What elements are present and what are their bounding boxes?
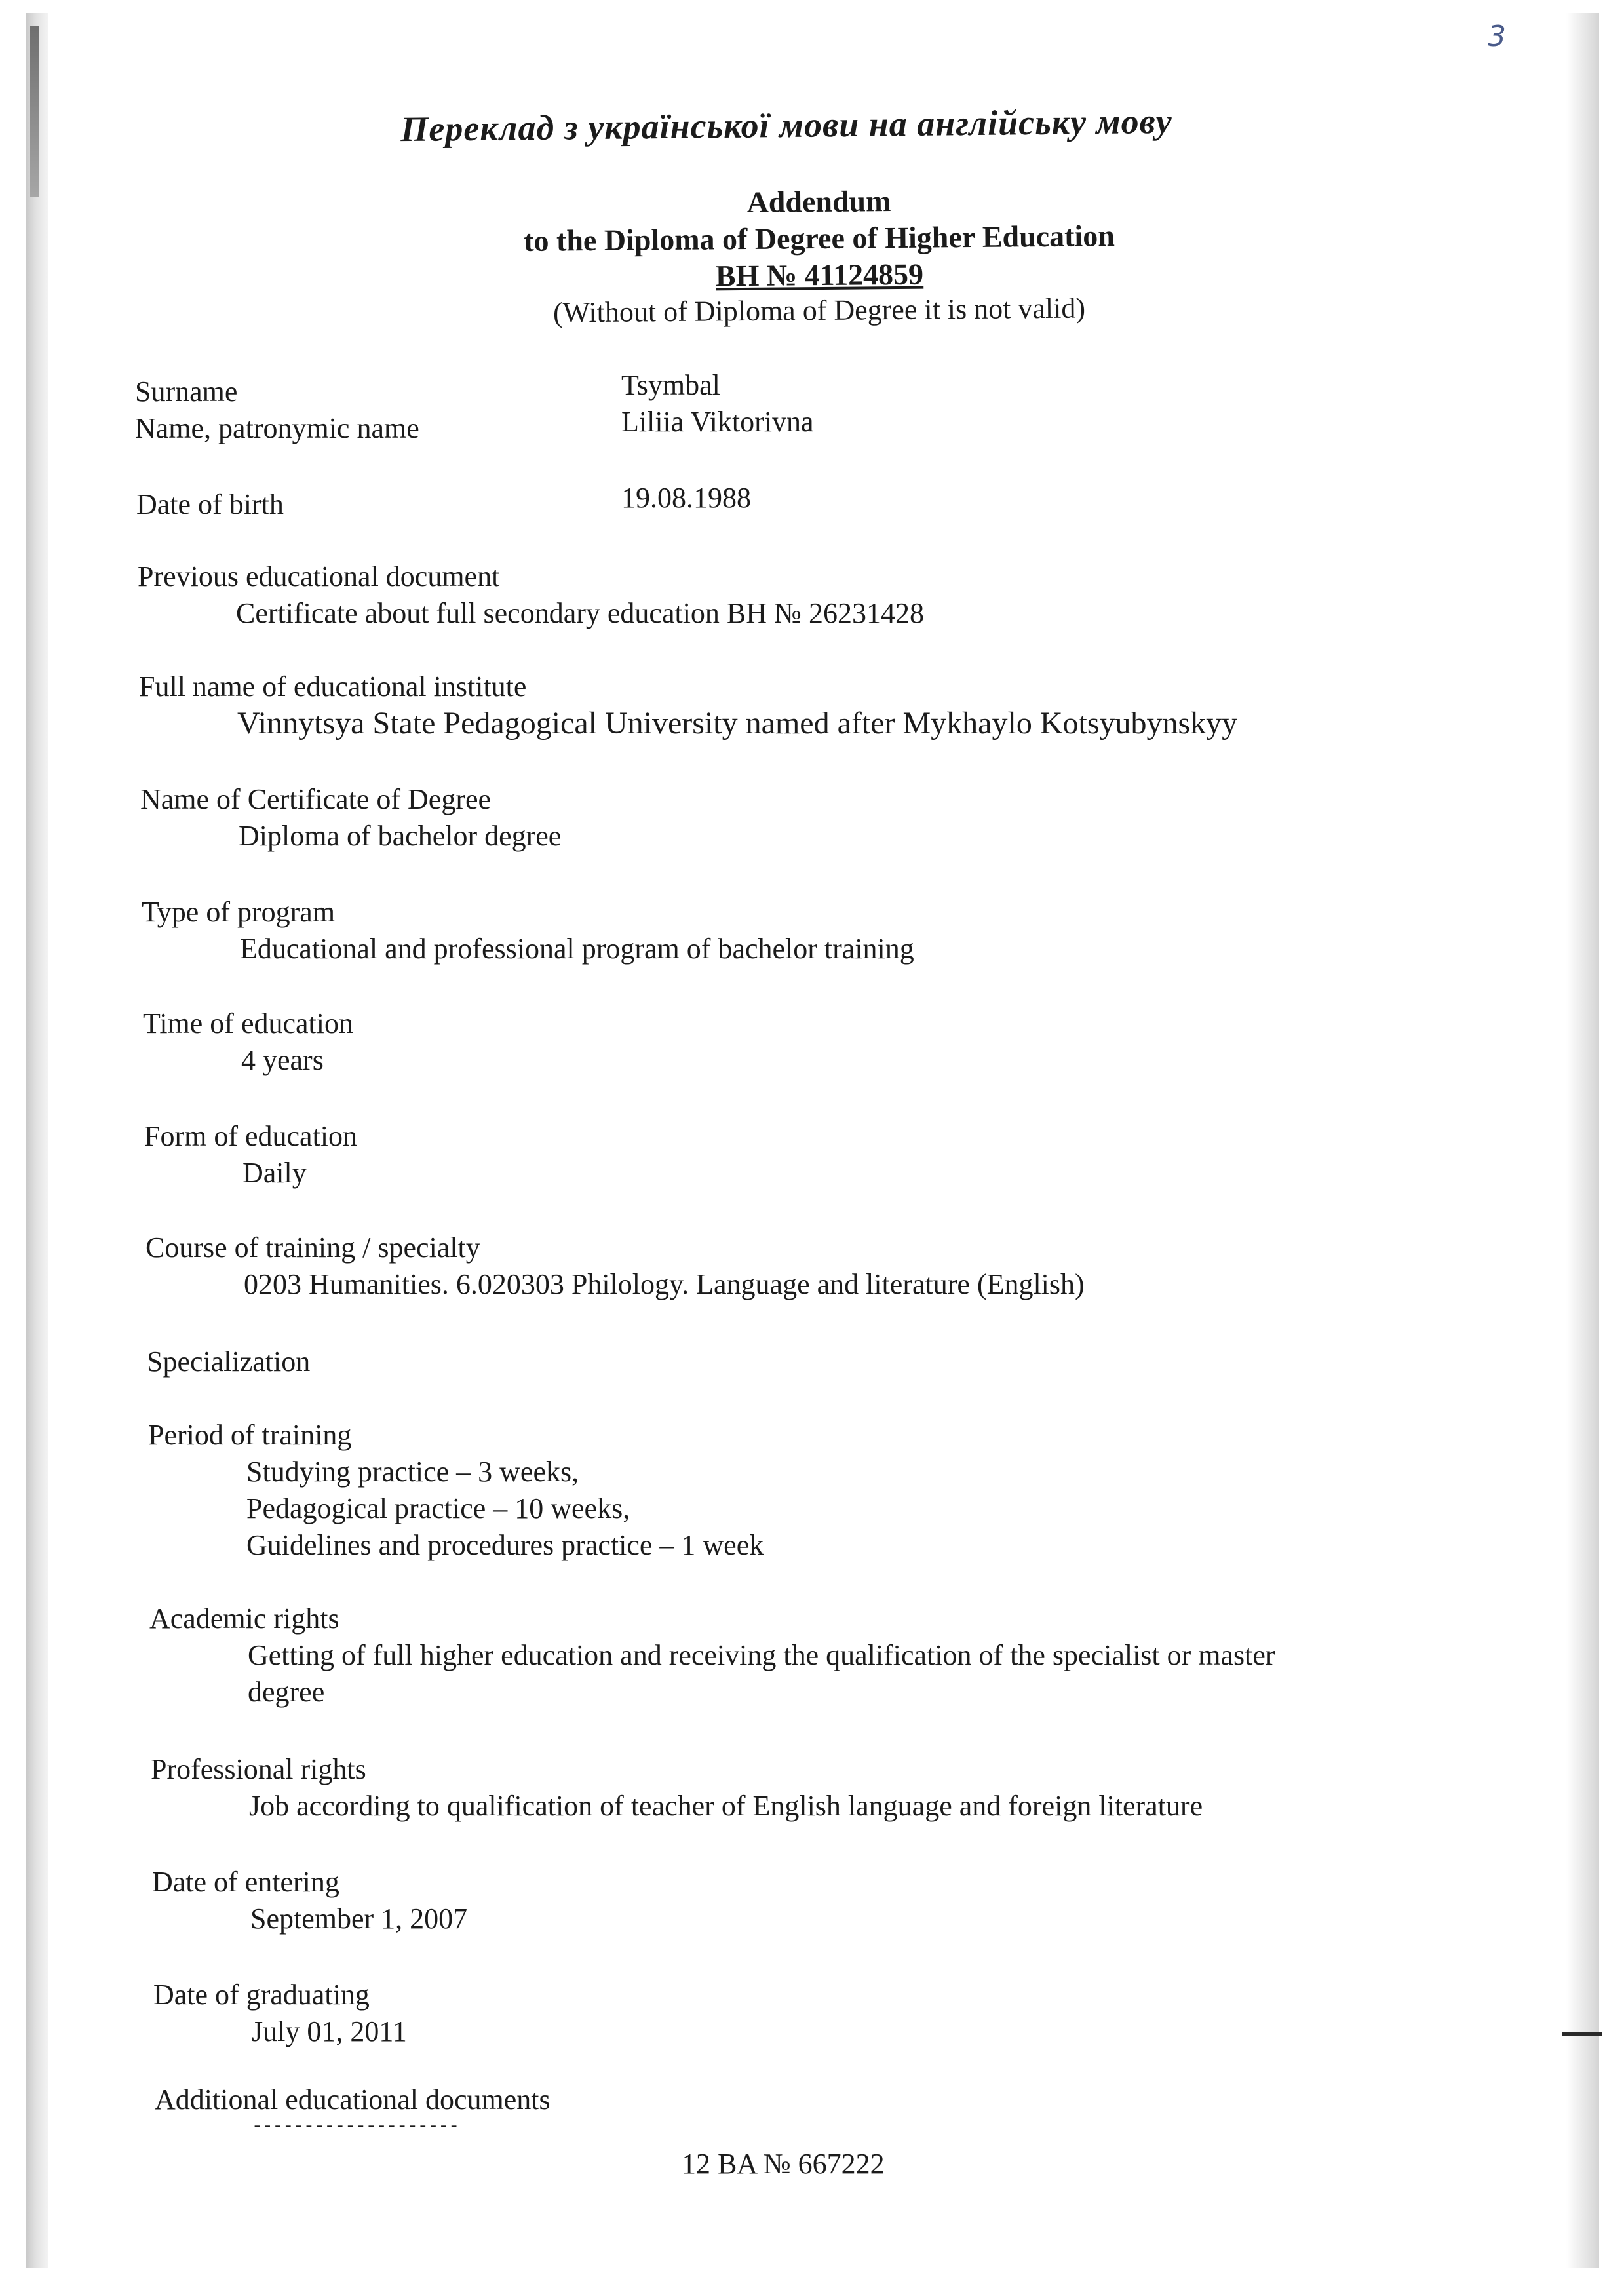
handwritten-page-number: 3 (1488, 20, 1506, 53)
dob-value: 19.08.1988 (621, 482, 751, 514)
name-value: Liliia Viktorivna (621, 406, 814, 438)
field-label: Date of graduating (153, 1979, 370, 2011)
name-label: Name, patronymic name (135, 412, 419, 444)
scan-edge-shadow (30, 26, 39, 197)
diploma-number: BH № 41124859 (715, 257, 924, 293)
field-line: degree (248, 1676, 325, 1708)
field-value: September 1, 2007 (250, 1903, 468, 1935)
field-specialization (147, 1344, 310, 1380)
document-header (393, 180, 1245, 297)
field-institute (139, 668, 1237, 742)
field-value: Job according to qualification of teacher of English language and foreign literature (249, 1790, 1203, 1822)
field-label: Form of education (144, 1120, 358, 1152)
dob-label: Date of birth (136, 488, 284, 520)
validity-note: (Without of Diploma of Degree it is not valid) (552, 292, 1086, 329)
scan-edge-right (1566, 13, 1599, 2268)
field-label: Professional rights (151, 1753, 366, 1785)
field-line: Getting of full higher education and receiving the qualification of the specialist or master (248, 1639, 1275, 1671)
field-value: Vinnytsya State Pedagogical University named after Mykhaylo Kotsyubynskyy (237, 706, 1238, 741)
field-label: Specialization (147, 1346, 311, 1378)
field-line: Pedagogical practice – 10 weeks, (246, 1492, 630, 1524)
field-label: Period of training (148, 1419, 352, 1451)
document-subtitle: to the Diploma of Degree of Higher Education (523, 219, 1115, 258)
field-additional-documents (155, 2082, 551, 2118)
field-program-type (142, 894, 914, 967)
translation-note: Переклад з української мови на англійську мову (400, 101, 1172, 149)
field-professional-rights (151, 1751, 1203, 1825)
field-previous-document (138, 558, 924, 632)
field-value: July 01, 2011 (252, 2015, 407, 2047)
field-line: Studying practice – 3 weeks, (246, 1456, 579, 1488)
field-academic-rights (149, 1600, 1275, 1711)
field-label: Full name of educational institute (139, 670, 527, 703)
field-period-of-training (148, 1417, 764, 1564)
scan-edge-left (26, 13, 48, 2268)
additional-documents-dashes: -------------------- (252, 2117, 459, 2137)
surname-value: Tsymbal (621, 369, 720, 401)
surname-label: Surname (135, 376, 238, 408)
form-serial-number: 12 BA № 667222 (682, 2148, 885, 2180)
field-course-specialty (145, 1230, 1085, 1303)
field-time-of-education (143, 1005, 353, 1079)
field-value: Daily (242, 1157, 307, 1189)
field-label: Name of Certificate of Degree (140, 783, 492, 815)
field-label: Course of training / specialty (145, 1231, 480, 1264)
field-label: Additional educational documents (155, 2083, 551, 2116)
field-label: Previous educational document (138, 560, 500, 592)
field-certificate-name (140, 781, 561, 855)
field-label: Academic rights (149, 1602, 339, 1635)
field-label: Type of program (142, 896, 336, 928)
field-line: Guidelines and procedures practice – 1 week (246, 1529, 764, 1561)
field-value: 0203 Humanities. 6.020303 Philology. Language and literature (English) (244, 1268, 1085, 1300)
field-label: Time of education (143, 1007, 353, 1039)
field-date-of-graduating (153, 1977, 407, 2050)
field-value: Educational and professional program of bachelor training (240, 933, 914, 965)
scan-edge-mark (1562, 2032, 1602, 2036)
field-value: Diploma of bachelor degree (239, 820, 562, 852)
field-value: 4 years (241, 1044, 324, 1076)
field-form-of-education (144, 1118, 357, 1191)
document-title: Addendum (746, 184, 891, 219)
field-date-of-entering (152, 1864, 467, 1937)
field-label: Date of entering (152, 1866, 339, 1898)
field-value: Certificate about full secondary education BH № 26231428 (236, 597, 925, 629)
